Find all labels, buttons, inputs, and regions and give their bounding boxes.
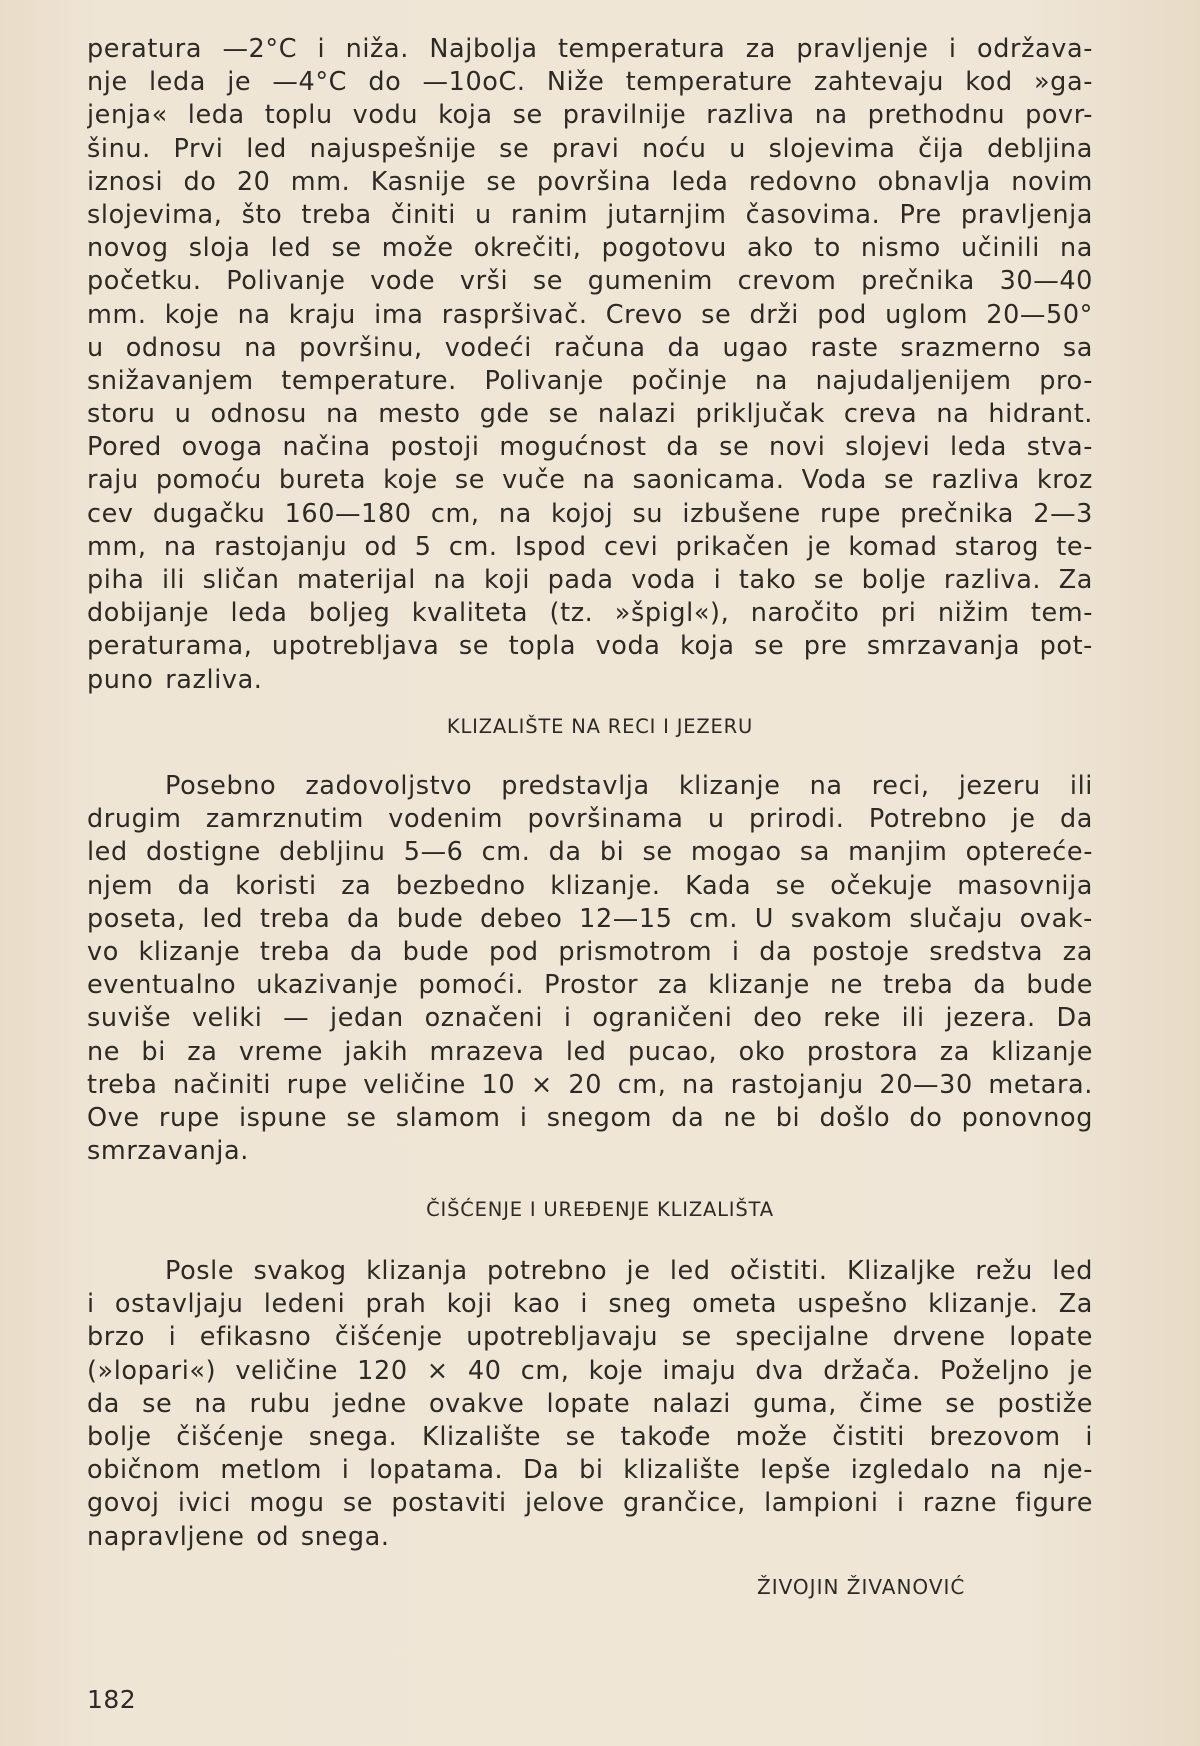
section-heading-river-lake: KLIZALIŠTE NA RECI I JEZERU [446,715,754,738]
paragraph-line: Ove rupe ispune se slamom i snegom da ne bi došlo do ponovnog [87,1102,1093,1133]
paragraph-line: nje leda je —4°C do —10oC. Niže temperature zahtevaju kod »ga- [87,67,1093,98]
paragraph-line: cev dugačku 160—180 cm, na kojoj su izbušene rupe prečnika 2—3 [87,498,1093,529]
paragraph-line: storu u odnosu na mesto gde se nalazi priključak creva na hidrant. [87,399,1093,430]
paragraph-3 [87,1255,1093,1554]
paragraph-line: Posle svakog klizanja potrebno je led očistiti. Klizaljke režu led [165,1256,1093,1286]
paragraph-line: eventualno ukazivanje pomoći. Prostor za klizanje ne treba da bude [87,970,1093,1001]
paragraph-line: govoj ivici mogu se postaviti jelove grančice, lampioni i razne figure [87,1488,1093,1519]
paragraph-line: vo klizanje treba da bude pod prismotrom i da postoje sredstva za [87,936,1093,967]
paragraph-line: mm, na rastojanju od 5 cm. Ispod cevi prikačen je komad starog te- [87,531,1093,562]
paragraph-2 [87,770,1093,1168]
paragraph-line: napravljene od snega. [87,1521,390,1552]
paragraph-line: slojevima, što treba činiti u ranim jutarnjim časovima. Pre pravljenja [87,199,1093,230]
paragraph-line: šinu. Prvi led najuspešnije se pravi noću u slojevima čija debljina [87,133,1093,164]
paragraph-line: led dostigne debljinu 5—6 cm. da bi se mogao sa manjim optereće- [87,837,1093,868]
paragraph-line: običnom metlom i lopatama. Da bi klizalište lepše izgledalo na nje- [87,1455,1093,1486]
paragraph-line: u odnosu na površinu, vodeći računa da ugao raste srazmerno sa [87,332,1093,363]
paragraph-line: snižavanjem temperature. Polivanje počinje na najudaljenijem pro- [87,365,1093,396]
section-heading-cleaning: ČIŠĆENJE I UREĐENJE KLIZALIŠTA [426,1198,774,1221]
author-signature: ŽIVOJIN ŽIVANOVIĆ [757,1575,966,1599]
paragraph-line: raju pomoću bureta koje se vuče na saonicama. Voda se razliva kroz [87,465,1093,496]
paragraph-line: mm. koje na kraju ima raspršivač. Crevo se drži pod uglom 20—50° [87,299,1093,330]
page-number: 182 [87,1685,137,1714]
paragraph-line: Posebno zadovoljstvo predstavlja klizanje na reci, jezeru ili [165,771,1093,801]
paragraph-line: piha ili sličan materijal na koji pada voda i tako se bolje razliva. Za [87,565,1093,595]
paragraph-line: puno razliva. [87,664,263,695]
paragraph-line: jenja« leda toplu vodu koja se pravilnije razliva na prethodnu povr- [87,100,1093,131]
paragraph-line: (»lopari«) veličine 120 × 40 cm, koje imaju dva držača. Poželjno je [87,1355,1093,1386]
paragraph-1 [87,33,1093,697]
paragraph-line: drugim zamrznutim vodenim površinama u prirodi. Potrebno je da [87,804,1093,835]
paragraph-line: peratura —2°C i niža. Najbolja temperatura za pravljenje i održava- [87,34,1093,64]
paragraph-line: ne bi za vreme jakih mrazeva led pucao, oko prostora za klizanje [87,1036,1093,1067]
paragraph-line: da se na rubu jedne ovakve lopate nalazi guma, čime se postiže [87,1388,1093,1419]
paragraph-line: treba načiniti rupe veličine 10 × 20 cm, na rastojanju 20—30 metara. [87,1069,1093,1100]
paragraph-line: bolje čišćenje snega. Klizalište se takođe može čistiti brezovom i [87,1421,1093,1452]
paragraph-line: dobijanje leda boljeg kvaliteta (tz. »špigl«), naročito pri nižim tem- [87,598,1093,629]
paragraph-line: početku. Polivanje vode vrši se gumenim crevom prečnika 30—40 [87,266,1093,297]
paragraph-line: peraturama, upotrebljava se topla voda koja se pre smrzavanja pot- [87,631,1093,662]
paragraph-line: brzo i efikasno čišćenje upotrebljavaju se specijalne drvene lopate [87,1322,1093,1353]
paragraph-line: novog sloja led se može okrečiti, pogotovu ako to nismo učinili na [87,233,1093,264]
paragraph-line: iznosi do 20 mm. Kasnije se površina leda redovno obnavlja novim [87,166,1093,197]
paragraph-line: Pored ovoga načina postoji mogućnost da se novi slojevi leda stva- [87,432,1093,463]
paragraph-line: suviše veliki — jedan označeni i ograničeni deo reke ili jezera. Da [87,1003,1093,1034]
paragraph-line: i ostavljaju ledeni prah koji kao i sneg ometa uspešno klizanje. Za [87,1289,1093,1320]
paragraph-line: njem da koristi za bezbedno klizanje. Kada se očekuje masovnija [87,870,1093,901]
paragraph-line: smrzavanja. [87,1136,249,1167]
paragraph-line: poseta, led treba da bude debeo 12—15 cm. U svakom slučaju ovak- [87,903,1093,934]
